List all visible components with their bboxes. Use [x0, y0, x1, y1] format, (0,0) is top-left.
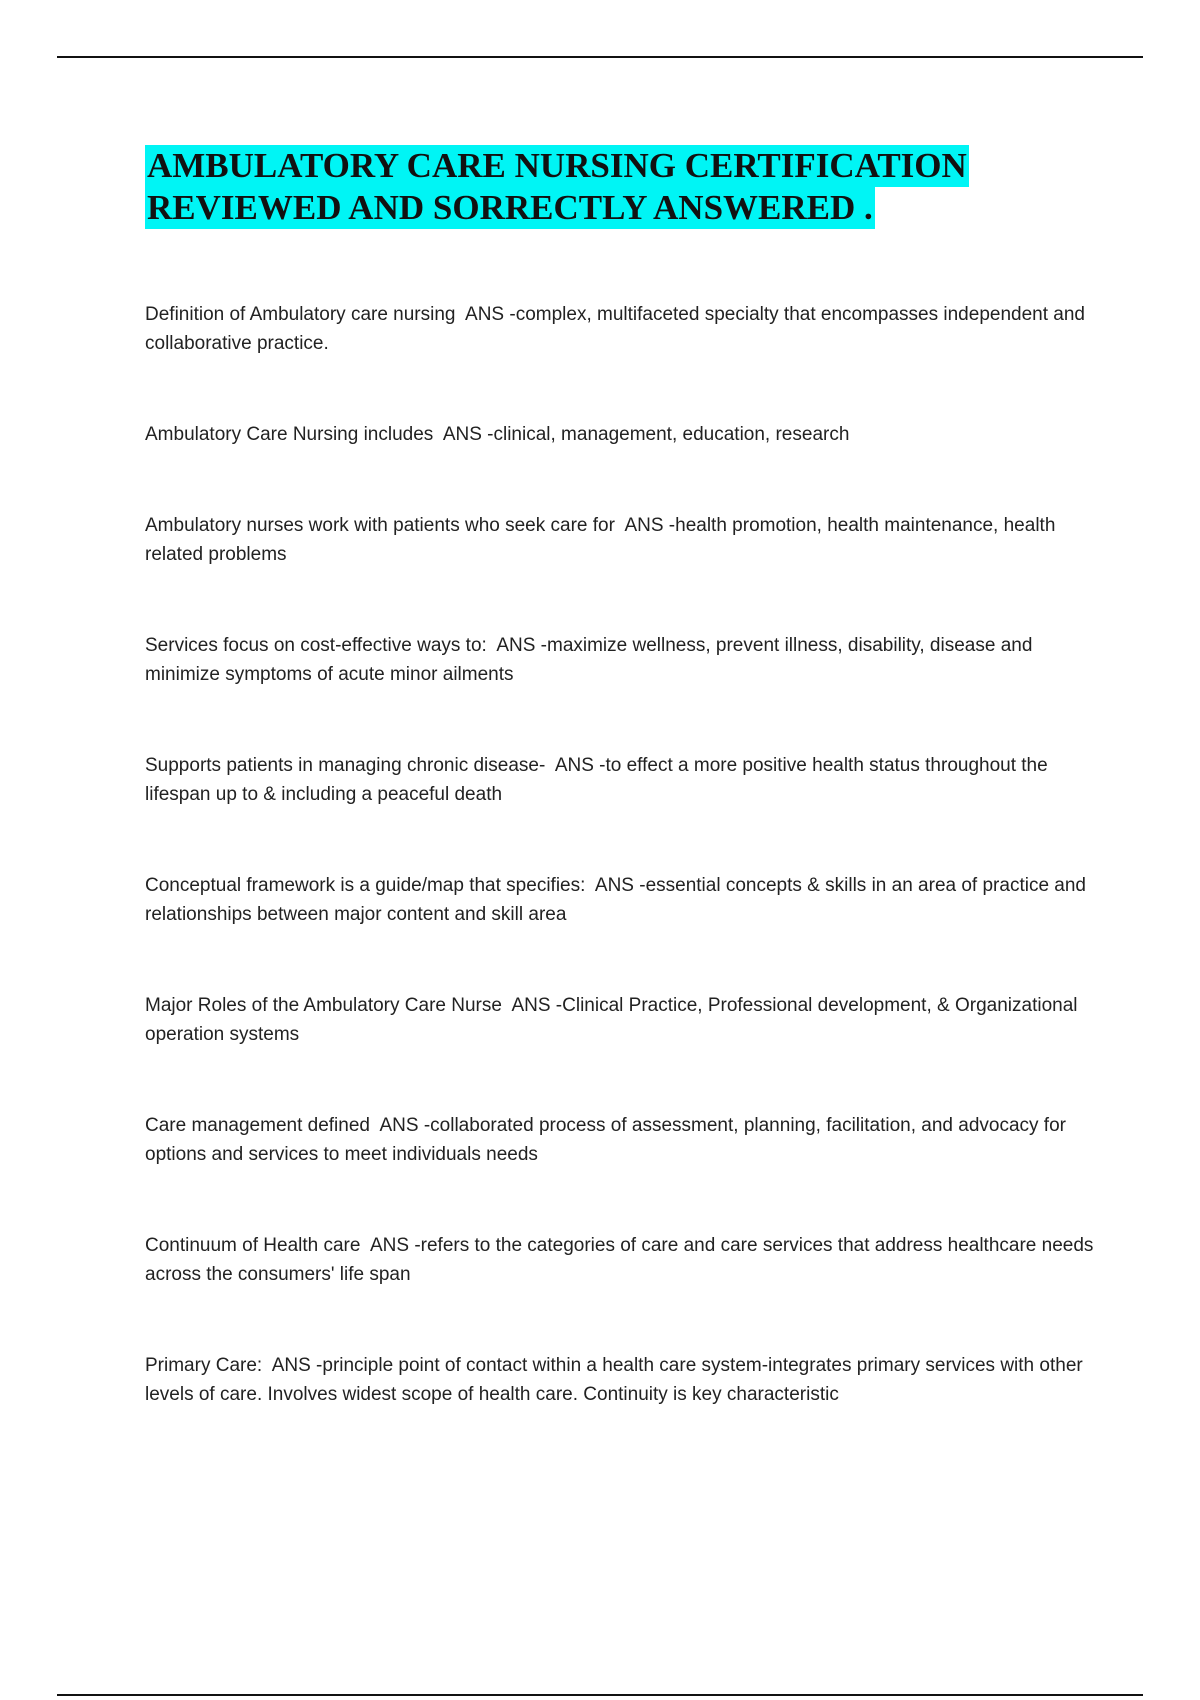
qa-answer: ANS -health promotion, health maintenance, health related problems [145, 515, 1056, 565]
title-line-2: REVIEWED AND SORRECTLY ANSWERED . [147, 188, 873, 227]
qa-item [145, 1351, 1095, 1471]
qa-item [145, 300, 1095, 420]
document-title [145, 145, 1145, 229]
qa-item [145, 511, 1095, 631]
qa-item [145, 420, 1095, 511]
qa-question: Services focus on cost-effective ways to: [145, 635, 487, 656]
qa-question: Supports patients in managing chronic disease- [145, 755, 546, 776]
qa-answer: ANS -maximize wellness, prevent illness, disability, disease and minimize symptoms of acute minor ailments [145, 635, 1033, 685]
qa-question: Conceptual framework is a guide/map that specifies: [145, 875, 586, 896]
qa-question: Definition of Ambulatory care nursing [145, 304, 456, 325]
qa-answer: ANS -complex, multifaceted specialty that encompasses independent and collaborative practice. [145, 304, 1085, 354]
qa-list [145, 300, 1095, 1471]
qa-item [145, 631, 1095, 751]
bottom-rule [57, 1694, 1143, 1696]
title-line-1: AMBULATORY CARE NURSING CERTIFICATION [147, 146, 967, 185]
qa-item [145, 1231, 1095, 1351]
qa-item [145, 991, 1095, 1111]
qa-answer: ANS -clinical, management, education, research [442, 424, 850, 445]
qa-item [145, 871, 1095, 991]
qa-question: Care management defined [145, 1115, 370, 1136]
top-rule [57, 56, 1143, 58]
qa-item [145, 751, 1095, 871]
qa-answer: ANS -essential concepts & skills in an area of practice and relationships between major content and skill area [145, 875, 1086, 925]
qa-answer: ANS -Clinical Practice, Professional development, & Organizational operation systems [145, 995, 1078, 1045]
qa-answer: ANS -to effect a more positive health status throughout the lifespan up to & including a peaceful death [145, 755, 1048, 805]
qa-question: Major Roles of the Ambulatory Care Nurse [145, 995, 502, 1016]
qa-question: Continuum of Health care [145, 1235, 361, 1256]
qa-answer: ANS -principle point of contact within a health care system-integrates primary services with other levels of care. Involves widest scope of health care. Continuity is key characteristic [145, 1355, 1083, 1405]
qa-question: Ambulatory Care Nursing includes [145, 424, 434, 445]
qa-question: Ambulatory nurses work with patients who seek care for [145, 515, 615, 536]
qa-question: Primary Care: [145, 1355, 263, 1376]
qa-answer: ANS -collaborated process of assessment, planning, facilitation, and advocacy for options and services to meet individuals needs [145, 1115, 1066, 1165]
qa-answer: ANS -refers to the categories of care and care services that address healthcare needs across the consumers' life span [145, 1235, 1094, 1285]
qa-item [145, 1111, 1095, 1231]
